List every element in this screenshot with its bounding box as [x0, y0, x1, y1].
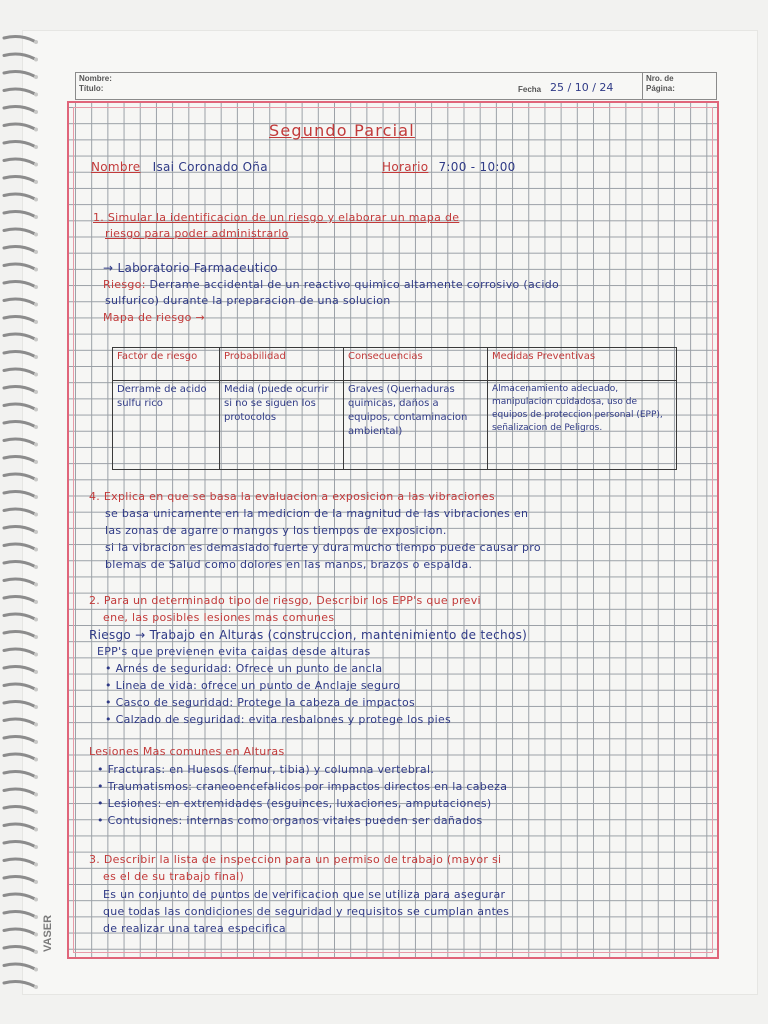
spiral-hole: [34, 513, 38, 517]
spiral-hole: [34, 775, 38, 779]
spiral-hole: [34, 250, 38, 254]
spiral-coil: [4, 772, 34, 776]
spiral-hole: [34, 40, 38, 44]
risk-map-table: [112, 347, 677, 470]
q3-line-1: 3. Describir la lista de inspeccion para un permiso de trabajo (mayor si: [89, 853, 502, 866]
spiral-coil: [4, 719, 34, 723]
spiral-coil: [4, 264, 34, 268]
spiral-coil: [4, 212, 34, 216]
header-divider: [642, 73, 643, 99]
q2-risk-line: Riesgo → Trabajo en Alturas (construccion, mantenimiento de techos): [89, 628, 528, 642]
lesions-title: Lesiones Mas comunes en Alturas: [89, 745, 285, 758]
page-header: [75, 72, 717, 100]
spiral-hole: [34, 495, 38, 499]
spiral-hole: [34, 110, 38, 114]
spiral-hole: [34, 863, 38, 867]
q1-line-1: 1. Simular la identificacion de un riesgo y elaborar un mapa de: [93, 211, 460, 224]
q1-risk-label: Riesgo:: [103, 278, 146, 291]
spiral-coil: [4, 877, 34, 881]
spiral-hole: [34, 933, 38, 937]
spiral-hole: [34, 530, 38, 534]
spiral-binding: [0, 30, 44, 995]
spiral-hole: [34, 198, 38, 202]
spiral-hole: [34, 950, 38, 954]
spiral-coil: [4, 352, 34, 356]
brand-logo: VASER: [42, 914, 54, 952]
spiral-hole: [34, 583, 38, 587]
name-label: Nombre:: [79, 74, 112, 83]
spiral-coil: [4, 807, 34, 811]
q4-line-4: si la vibracion es demasiado fuerte y dura mucho tiempo puede causar pro: [105, 541, 541, 554]
title-label: Título:: [79, 84, 104, 93]
spiral-coil: [4, 737, 34, 741]
spiral-coil: [4, 369, 34, 373]
spiral-hole: [34, 338, 38, 342]
spiral-coil: [4, 947, 34, 951]
date-label: Fecha: [518, 85, 542, 94]
spiral-hole: [34, 828, 38, 832]
header-preventive: Medidas Preventivas: [488, 348, 677, 381]
lesion-item: • Lesiones: en extremidades (esguinces, luxaciones, amputaciones): [97, 797, 492, 810]
spiral-coil: [4, 37, 34, 41]
header-probability: Probabilidad: [220, 348, 344, 381]
spiral-hole: [34, 600, 38, 604]
q3-line-5: de realizar una tarea especifica: [103, 922, 286, 935]
spiral-coil: [4, 929, 34, 933]
spiral-hole: [34, 915, 38, 919]
q4-line-1: 4. Explica en que se basa la evaluacion a exposicion a las vibraciones: [89, 490, 495, 503]
spiral-hole: [34, 723, 38, 727]
spiral-hole: [34, 898, 38, 902]
grid-paper: [67, 101, 719, 959]
epp-item: • Arnés de seguridad: Ofrece un punto de ancla: [105, 662, 383, 675]
spiral-hole: [34, 58, 38, 62]
spiral-coil: [4, 894, 34, 898]
q2-line-2: ene, las posibles lesiones mas comunes: [103, 611, 335, 624]
spiral-coil: [4, 544, 34, 548]
spiral-hole: [34, 303, 38, 307]
spiral-coil: [4, 912, 34, 916]
spiral-coil: [4, 509, 34, 513]
spiral-hole: [34, 565, 38, 569]
spiral-coil: [4, 387, 34, 391]
spiral-hole: [34, 145, 38, 149]
spiral-coil: [4, 89, 34, 93]
q1-risk-text-2: sulfurico) durante la preparacion de una solucion: [105, 294, 391, 307]
q1-risk-text-1: Derrame accidental de un reactivo quimico altamente corrosivo (acido: [149, 278, 560, 291]
spiral-hole: [34, 285, 38, 289]
spiral-hole: [34, 355, 38, 359]
spiral-hole: [34, 93, 38, 97]
spiral-hole: [34, 215, 38, 219]
q3-line-4: que todas las condiciones de seguridad y requisitos se cumplan antes: [103, 905, 510, 918]
q1-map-label: Mapa de riesgo →: [103, 311, 206, 324]
epp-item: • Linea de vida: ofrece un punto de Anclaje seguro: [105, 679, 401, 692]
q4-line-5: blemas de Salud como dolores en las manos, brazos o espalda.: [105, 558, 473, 571]
spiral-coil: [4, 614, 34, 618]
spiral-coil: [4, 457, 34, 461]
table-header-row: [113, 348, 677, 381]
spiral-coil: [4, 684, 34, 688]
spiral-coil: [4, 439, 34, 443]
spiral-coil: [4, 579, 34, 583]
spiral-coil: [4, 474, 34, 478]
spiral-coil: [4, 964, 34, 968]
spiral-coil: [4, 702, 34, 706]
spiral-hole: [34, 460, 38, 464]
spiral-coil: [4, 982, 34, 986]
cell-consequences: Graves (Quemaduras quimicas, daños a equipos, contaminacion ambiental): [344, 381, 488, 470]
cell-probability: Media (puede ocurrir si no se siguen los protocolos: [220, 381, 344, 470]
student-name: Isai Coronado Oña: [152, 160, 268, 174]
schedule-value: 7:00 - 10:00: [438, 160, 516, 174]
spiral-coil: [4, 859, 34, 863]
spiral-coil: [4, 597, 34, 601]
spiral-hole: [34, 443, 38, 447]
spiral-coil: [4, 632, 34, 636]
spiral-hole: [34, 163, 38, 167]
q3-line-2: es el de su trabajo final): [103, 870, 245, 883]
spiral-hole: [34, 478, 38, 482]
spiral-hole: [34, 75, 38, 79]
spiral-coil: [4, 72, 34, 76]
page-number-label: Nro. de: [646, 74, 674, 83]
page-number-label-2: Página:: [646, 84, 675, 93]
spiral-hole: [34, 268, 38, 272]
spiral-hole: [34, 320, 38, 324]
spiral-hole: [34, 670, 38, 674]
q1-place: → Laboratorio Farmaceutico: [103, 261, 278, 275]
spiral-hole: [34, 985, 38, 989]
spiral-coil: [4, 54, 34, 58]
spiral-coil: [4, 299, 34, 303]
spiral-coil: [4, 124, 34, 128]
spiral-hole: [34, 180, 38, 184]
lesion-item: • Contusiones: internas como organos vitales pueden ser dañados: [97, 814, 483, 827]
q3-line-3: Es un conjunto de puntos de verificacion que se utiliza para asegurar: [103, 888, 506, 901]
spiral-coil: [4, 824, 34, 828]
spiral-coil: [4, 177, 34, 181]
spiral-hole: [34, 968, 38, 972]
spiral-hole: [34, 618, 38, 622]
spiral-coil: [4, 317, 34, 321]
epp-item: • Calzado de seguridad: evita resbalones y protege los pies: [105, 713, 452, 726]
cell-preventive: Almacenamiento adecuado, manipulacion cuidadosa, uso de equipos de proteccion personal (EPP), señalizacion de Peligros.: [488, 381, 677, 470]
cell-factor: Derrame de acido sulfu rico: [113, 381, 220, 470]
spiral-hole: [34, 548, 38, 552]
spiral-coil: [4, 667, 34, 671]
student-name-label: Nombre: [91, 160, 141, 174]
spiral-hole: [34, 373, 38, 377]
page-title: Segundo Parcial: [269, 121, 415, 140]
spiral-coil: [4, 229, 34, 233]
spiral-coil: [4, 492, 34, 496]
spiral-coil: [4, 789, 34, 793]
spiral-hole: [34, 408, 38, 412]
spiral-coil: [4, 142, 34, 146]
schedule-label: Horario: [382, 160, 429, 174]
spiral-hole: [34, 653, 38, 657]
q2-line-1: 2. Para un determinado tipo de riesgo, Describir los EPP's que previ: [89, 594, 481, 607]
spiral-hole: [34, 810, 38, 814]
spiral-coil: [4, 107, 34, 111]
spiral-hole: [34, 425, 38, 429]
epp-item: • Casco de seguridad: Protege la cabeza de impactos: [105, 696, 416, 709]
spiral-coil: [4, 247, 34, 251]
spiral-hole: [34, 688, 38, 692]
spiral-coil: [4, 527, 34, 531]
spiral-hole: [34, 705, 38, 709]
name-line: [91, 159, 516, 175]
spiral-coil: [4, 422, 34, 426]
header-consequences: Consecuencias: [344, 348, 488, 381]
spiral-coil: [4, 404, 34, 408]
spiral-coil: [4, 754, 34, 758]
spiral-hole: [34, 128, 38, 132]
spiral-coil: [4, 194, 34, 198]
spiral-hole: [34, 758, 38, 762]
spiral-coil: [4, 562, 34, 566]
spiral-hole: [34, 390, 38, 394]
spiral-hole: [34, 880, 38, 884]
q1-line-2: riesgo para poder administrarlo: [105, 227, 289, 240]
spiral-coil: [4, 159, 34, 163]
spiral-coil: [4, 282, 34, 286]
spiral-coil: [4, 842, 34, 846]
spiral-coil: [4, 334, 34, 338]
spiral-hole: [34, 740, 38, 744]
q4-line-3: las zonas de agarre o mangos y los tiempos de exposicion.: [105, 524, 447, 537]
table-row: [113, 381, 677, 470]
date-value: 25 / 10 / 24: [550, 81, 614, 94]
header-factor: Factor de riesgo: [113, 348, 220, 381]
spiral-hole: [34, 793, 38, 797]
spiral-coil: [4, 649, 34, 653]
spiral-hole: [34, 845, 38, 849]
q4-line-2: se basa unicamente en la medicion de la magnitud de las vibraciones en: [105, 507, 529, 520]
spiral-hole: [34, 635, 38, 639]
q1-risk-line: [103, 277, 559, 293]
lesion-item: • Traumatismos: craneoencefalicos por impactos directos en la cabeza: [97, 780, 508, 793]
spiral-hole: [34, 233, 38, 237]
q2-epp-line: EPP's que previenen evita caidas desde alturas: [97, 645, 371, 658]
lesion-item: • Fracturas: en Huesos (femur, tibia) y columna vertebral.: [97, 763, 435, 776]
